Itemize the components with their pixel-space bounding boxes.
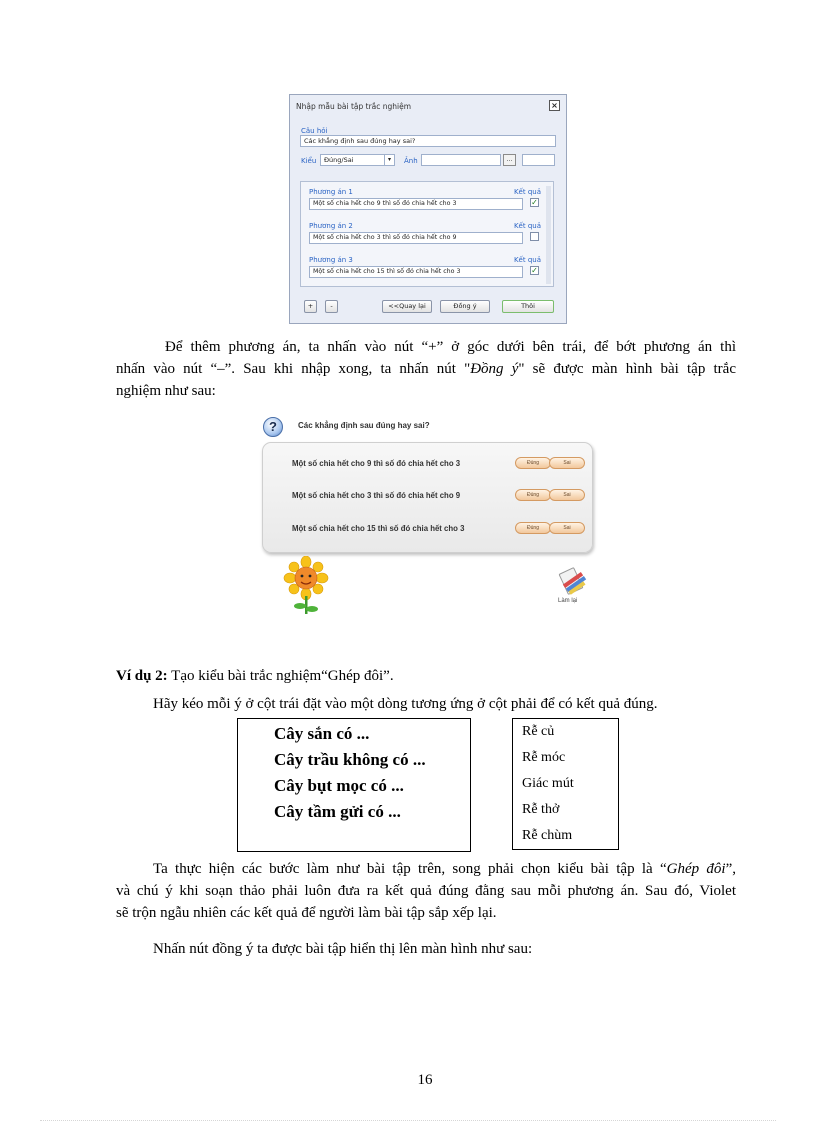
quiz-row <box>263 522 594 536</box>
image-preview-box[interactable] <box>522 154 555 166</box>
example-heading-bold: Ví dụ 2: <box>116 668 168 684</box>
left-item[interactable]: Cây sắn có ... <box>274 724 370 743</box>
type-select-value: Đúng/Sai <box>324 156 354 164</box>
paragraph-1-line-2a: nhấn vào nút “–”. Sau khi nhập xong, ta nhấn nút " <box>116 361 471 377</box>
quiz-row <box>263 457 594 471</box>
redo-icon <box>553 566 593 598</box>
quiz-row-text: Một số chia hết cho 15 thì số đó chia hết cho 3 <box>292 524 465 533</box>
quiz-question <box>263 417 593 439</box>
paragraph-1-line-3: nghiệm như sau: <box>116 383 216 399</box>
add-option-button[interactable]: + <box>304 300 317 313</box>
right-item[interactable]: Rễ chùm <box>522 828 573 843</box>
false-button[interactable]: Sai <box>549 489 585 501</box>
footer-divider <box>40 1120 776 1121</box>
sunflower-icon <box>281 556 331 616</box>
right-column-table <box>512 718 619 850</box>
false-button[interactable]: Sai <box>549 457 585 469</box>
paragraph-1 <box>116 336 736 402</box>
browse-button[interactable]: ... <box>503 154 516 166</box>
left-item[interactable]: Cây bụt mọc có ... <box>274 776 404 795</box>
option-2-label: Phương án 2 <box>309 222 353 230</box>
scrollbar[interactable] <box>546 186 551 284</box>
paragraph-2-line-2: và chú ý khi soạn thảo phải luôn đưa ra kết quả đúng đằng sau mỗi phương án. Sau đó, Violet <box>116 883 736 899</box>
matching-term: Ghép đôi <box>666 861 726 877</box>
question-label: Câu hỏi <box>301 127 328 135</box>
example-heading-text: Tạo kiểu bài trắc nghiệm“Ghép đôi”. <box>167 668 394 684</box>
redo-button[interactable] <box>553 566 593 608</box>
paragraph-1-line-2 <box>116 358 736 380</box>
quiz-row-text: Một số chia hết cho 3 thì số đó chia hết cho 9 <box>292 491 461 500</box>
right-item[interactable]: Rễ củ <box>522 724 555 739</box>
option-3-input[interactable]: Một số chia hết cho 15 thì số đó chia hết cho 3 <box>309 266 523 278</box>
question-input[interactable]: Các khẳng định sau đúng hay sai? <box>300 135 556 147</box>
option-3-result-label: Kết quả <box>513 256 541 264</box>
chevron-down-icon[interactable]: ▾ <box>384 155 394 165</box>
paragraph-1-line-1: Để thêm phương án, ta nhấn vào nút “+” ở góc dưới bên trái, để bớt phương án thì <box>165 339 736 355</box>
example-heading <box>116 668 394 685</box>
option-2-input[interactable]: Một số chia hết cho 3 thì số đó chia hết cho 9 <box>309 232 523 244</box>
left-item[interactable]: Cây tầm gửi có ... <box>274 802 401 821</box>
true-button[interactable]: Đúng <box>515 489 551 501</box>
paragraph-2-line-3: sẽ trộn ngẫu nhiên các kết quả để người làm bài tập sắp xếp lại. <box>116 905 497 921</box>
option-1-result-label: Kết quả <box>513 188 541 196</box>
type-label: Kiểu <box>301 157 317 165</box>
dialog-title: Nhập mẫu bài tập trắc nghiệm <box>296 102 412 111</box>
example-instruction: Hãy kéo mỗi ý ở cột trái đặt vào một dòng tương ứng ở cột phải để có kết quả đúng. <box>153 696 658 712</box>
paragraph-2-line-1b: ”, <box>725 861 736 877</box>
option-1-input[interactable]: Một số chia hết cho 9 thì số đó chia hết cho 3 <box>309 198 523 210</box>
true-button[interactable]: Đúng <box>515 522 551 534</box>
options-panel <box>300 181 554 287</box>
left-item[interactable]: Cây trầu không có ... <box>274 750 426 769</box>
option-3-checkbox[interactable]: ✓ <box>531 266 538 275</box>
quiz-panel <box>262 442 593 553</box>
quiz-row-text: Một số chia hết cho 9 thì số đó chia hết cho 3 <box>292 459 461 468</box>
right-item[interactable]: Giác mút <box>522 776 574 791</box>
back-button[interactable]: <<Quay lại <box>382 300 432 313</box>
paragraph-3: Nhấn nút đồng ý ta được bài tập hiển thị lên màn hình như sau: <box>153 941 533 957</box>
paragraph-1-line-2b: " sẽ được màn hình bài tập trắc <box>518 361 736 377</box>
quiz-row <box>263 489 594 503</box>
paragraph-2-line-1 <box>116 858 736 880</box>
option-3-label: Phương án 3 <box>309 256 353 264</box>
option-2-checkbox[interactable] <box>530 232 539 241</box>
true-button[interactable]: Đúng <box>515 457 551 469</box>
paragraph-2-line-1a: Ta thực hiện các bước làm như bài tập trên, song phải chọn kiểu bài tập là “ <box>153 861 667 877</box>
cancel-button[interactable]: Thôi <box>502 300 554 313</box>
false-button[interactable]: Sai <box>549 522 585 534</box>
type-select[interactable] <box>320 154 395 166</box>
right-item[interactable]: Rễ thở <box>522 802 560 817</box>
ok-button[interactable]: Đồng ý <box>440 300 490 313</box>
quiz-entry-dialog <box>289 94 567 324</box>
quiz-question-text: Các khẳng định sau đúng hay sai? <box>298 421 430 430</box>
ok-term: Đồng ý <box>470 361 519 377</box>
remove-option-button[interactable]: - <box>325 300 338 313</box>
option-1-label: Phương án 1 <box>309 188 353 196</box>
close-icon[interactable]: × <box>549 100 560 111</box>
image-label: Ảnh <box>404 157 418 165</box>
option-1-checkbox[interactable]: ✓ <box>531 198 538 207</box>
option-2-result-label: Kết quả <box>513 222 541 230</box>
page-number: 16 <box>417 1072 433 1088</box>
redo-label: Làm lại <box>558 598 578 604</box>
right-item[interactable]: Rễ móc <box>522 750 566 765</box>
paragraph-2 <box>116 858 736 924</box>
question-icon: ? <box>263 417 283 437</box>
image-input[interactable] <box>421 154 501 166</box>
left-column-box <box>237 718 471 852</box>
